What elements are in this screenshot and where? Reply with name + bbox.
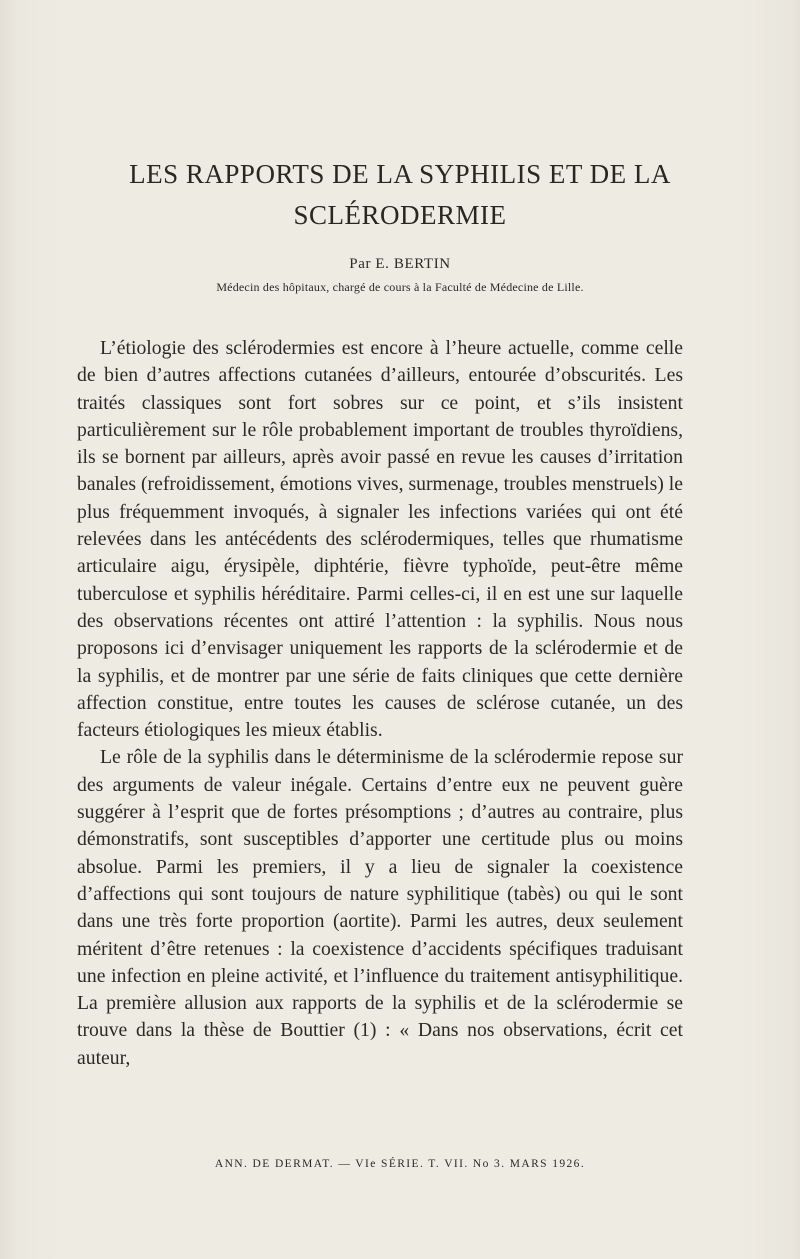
article-body [77, 335, 683, 1072]
body-paragraph: Le rôle de la syphilis dans le déterminisme de la sclérodermie repose sur des arguments de valeur inégale. Certains d’entre eux ne peuvent guère suggérer à l’esprit que de fortes présomptions ; d’autres au contraire, plus démonstratifs, sont susceptibles d’apporter une certitude plus ou moins absolue. Parmi les premiers, il y a lieu de signaler la coexistence d’affections qui sont toujours de nature syphilitique (tabès) ou qui le sont dans une très forte proportion (aortite). Parmi les autres, deux seulement méritent d’être retenues : la coexistence d’accidents spécifiques traduisant une infection en pleine activité, et l’influence du traitement antisyphilitique. La première allusion aux rapports de la syphilis et de la sclérodermie se trouve dans la thèse de Bouttier (1) : « Dans nos observations, écrit cet auteur, [77, 746, 683, 1069]
article-title: LES RAPPORTS DE LA SYPHILIS ET DE LA SCLÉRODERMIE [129, 159, 671, 230]
body-paragraph: L’étiologie des sclérodermies est encore à l’heure actuelle, comme celle de bien d’autres affections cutanées d’ailleurs, entourée d’obscurités. Les traités classiques sont fort sobres sur ce point, et s’ils insistent particulièrement sur le rôle probablement important de troubles thyroïdiens, ils se bornent par ailleurs, après avoir passé en revue les causes d’irritation banales (refroidissement, émotions vives, surmenage, troubles menstruels) le plus fréquemment invoqués, à signaler les infections variées qui ont été relevées dans les antécédents des sclérodermiques, telles que rhumatisme articulaire aigu, érysipèle, diphtérie, fièvre typhoïde, peut-être même tuberculose et syphilis héréditaire. Parmi celles-ci, il en est une sur laquelle des observations récentes ont attiré l’attention : la syphilis. Nous nous proposons ici d’envisager uniquement les rapports de la sclérodermie et de la syphilis, et de montrer par une série de faits cliniques que cette dernière affection constitue, entre toutes les causes de sclérose cutanée, un des facteurs étiologiques les mieux établis. [77, 337, 683, 742]
article-author: Par E. BERTIN [349, 256, 451, 272]
journal-footer: ANN. DE DERMAT. — VIe SÉRIE. T. VII. No 3. MARS 1926. [214, 1158, 586, 1170]
author-affiliation: Médecin des hôpitaux, chargé de cours à la Faculté de Médecine de Lille. [216, 280, 584, 294]
